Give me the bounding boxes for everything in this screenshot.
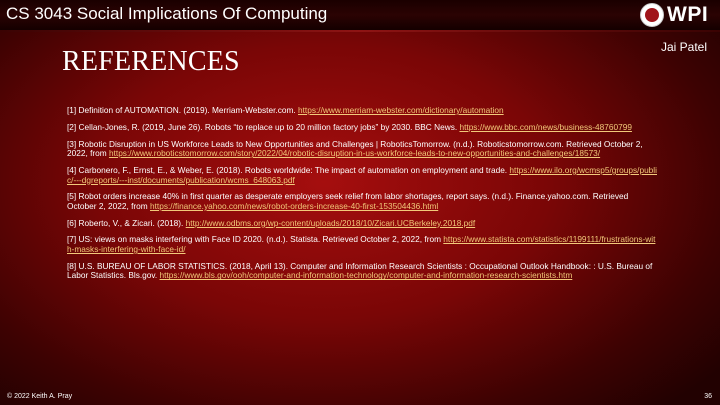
reference-item (67, 123, 657, 133)
wpi-logo (640, 2, 708, 28)
reference-text: [8] U.S. BUREAU OF LABOR STATISTICS. (2018, April 13). Computer and Information Research Scientists : Occupational Outlook Handbook: : U.S. Bureau of Labor Statistics. Bls.gov. (67, 260, 653, 281)
reference-text: [6] Roberto, V., & Zicari. (2018). (67, 217, 186, 228)
course-title: CS 3043 Social Implications Of Computing (6, 4, 328, 23)
footer-copyright: © 2022 Keith A. Pray (7, 393, 73, 400)
reference-link[interactable]: https://www.merriam-webster.com/dictionary/automation (298, 105, 504, 115)
reference-list (67, 106, 657, 288)
reference-text: [7] US: views on masks interfering with Face ID 2020. (n.d.). Statista. Retrieved October 2, 2022, from (67, 234, 444, 245)
reference-link[interactable]: https://www.bls.gov/ooh/computer-and-information-technology/computer-and-information-research-scientists.htm (159, 270, 573, 281)
header-divider (0, 30, 720, 32)
reference-text: [2] Cellan-Jones, R. (2019, June 26). Robots “to replace up to 20 million factory jobs” by 2030. BBC News. (67, 121, 460, 132)
reference-link[interactable]: https://www.statista.com/statistics/1199111/frustrations-with-masks-interfering-with-face-id/ (67, 234, 656, 255)
reference-text: [5] Robot orders increase 40% in first quarter as desperate employers seek relief from labor shortages, report says. (n.d.). Finance.yahoo.com. Retrieved October 2, 2022, from (67, 191, 629, 211)
reference-text: [4] Carbonero, F., Ernst, E., & Weber, E. (2018). Robots worldwide: The impact of automation on employment and trade. (67, 164, 510, 175)
wpi-seal-icon (640, 3, 664, 27)
reference-link[interactable]: https://www.bbc.com/news/business-48760799 (459, 121, 632, 132)
reference-link[interactable]: https://www.ilo.org/wcmsp5/groups/public/---dgreports/---inst/documents/publication/wcms_648063.pdf (67, 164, 657, 185)
reference-link[interactable]: https://www.roboticstomorrow.com/story/2022/04/robotic-disruption-in-us-workforce-leads-to-new-opportunities-and-challenges/18573/ (108, 148, 601, 159)
reference-item (67, 235, 657, 254)
slide-number: 36 (704, 393, 712, 400)
reference-item (67, 192, 657, 211)
reference-item (67, 106, 657, 116)
reference-item (67, 219, 657, 229)
reference-text: [1] Definition of AUTOMATION. (2019). Merriam-Webster.com. (67, 105, 298, 115)
reference-link[interactable]: http://www.odbms.org/wp-content/uploads/2018/10/Zicari.UCBerkeley.2018.pdf (185, 217, 476, 228)
reference-text: [3] Robotic Disruption in US Workforce Leads to New Opportunities and Challenges | RoboticsTomorrow. (n.d.). Roboticstomorrow.com. Retrieved October 2, 2022, from (67, 138, 643, 159)
reference-item (67, 140, 657, 159)
logo-wordmark: WPI (667, 3, 709, 26)
reference-link[interactable]: https://finance.yahoo.com/news/robot-orders-increase-40-first-153504436.html (150, 200, 439, 211)
reference-item (67, 262, 657, 281)
slide-title: REFERENCES (62, 46, 240, 77)
author-name: Jai Patel (660, 40, 707, 54)
reference-item (67, 166, 657, 185)
